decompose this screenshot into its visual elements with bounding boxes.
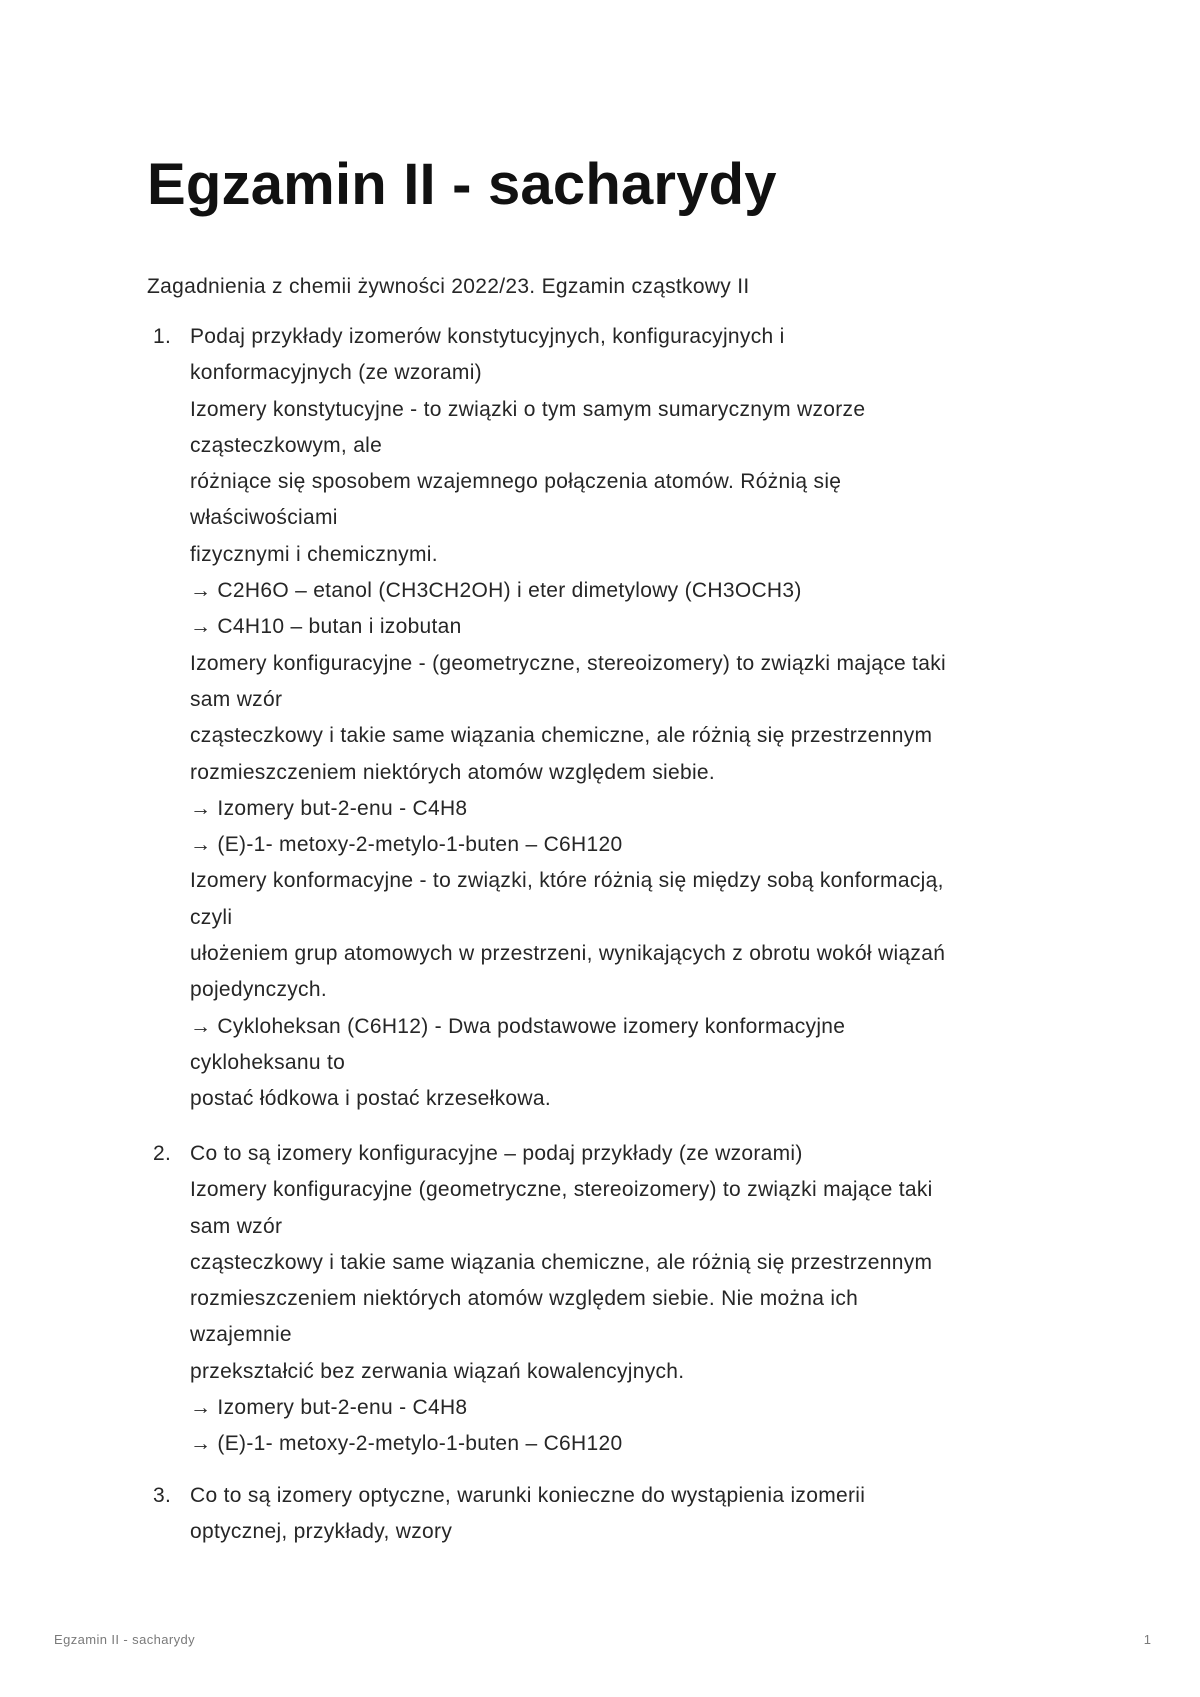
question-body (190, 319, 1047, 1118)
example-line: → Cykloheksan (C6H12) - Dwa podstawowe izomery konformacyjne (190, 1014, 846, 1038)
example-line: → Izomery but-2-enu - C4H8 (190, 1396, 468, 1420)
answer-text-line: cząsteczkowy i takie same wiązania chemiczne, ale różnią się przestrzennym (190, 1250, 933, 1274)
question-text-line: Co to są izomery konfiguracyjne – podaj przykłady (ze wzorami) (190, 1142, 803, 1165)
example-line: → C2H6O – etanol (CH3CH2OH) i eter dimetylowy (CH3OCH3) (190, 579, 802, 603)
answer-text-line: przekształcić bez zerwania wiązań kowalencyjnych. (190, 1359, 685, 1383)
question-text-line: konformacyjnych (ze wzorami) (190, 361, 482, 385)
answer-text-line: Izomery konstytucyjne - to związki o tym samym sumarycznym wzorze (190, 397, 866, 421)
footer-page-number: 1 (1143, 1632, 1151, 1647)
question-text-line: optycznej, przykłady, wzory (190, 1520, 453, 1544)
answer-text-line: rozmieszczeniem niektórych atomów względem siebie. (190, 760, 716, 784)
question-number: 3. (153, 1484, 172, 1507)
answer-text-line: cząsteczkowy i takie same wiązania chemiczne, ale różnią się przestrzennym (190, 724, 933, 748)
question-item-3 (147, 1478, 1047, 1551)
answer-text-line: sam wzór (190, 1214, 283, 1238)
answer-text-line: czyli (190, 905, 233, 929)
answer-text-line: Izomery konfiguracyjne - (geometryczne, stereoizomery) to związki mające taki (190, 651, 947, 675)
question-number: 2. (153, 1142, 172, 1165)
answer-text-line: cząsteczkowym, ale (190, 433, 383, 457)
answer-text-line: różniące się sposobem wzajemnego połączenia atomów. Różnią się (190, 470, 842, 494)
example-line: cykloheksanu to (190, 1050, 346, 1074)
question-body (190, 1478, 1047, 1551)
answer-text-line: wzajemnie (190, 1323, 292, 1347)
answer-text-line: rozmieszczeniem niektórych atomów względem siebie. Nie można ich (190, 1287, 859, 1311)
question-number: 1. (153, 325, 172, 348)
question-item-2 (147, 1136, 1047, 1463)
footer-document-title: Egzamin II - sacharydy (54, 1632, 196, 1647)
answer-text-line: Izomery konformacyjne - to związki, które różnią się między sobą konformacją, (190, 869, 944, 893)
question-text-line: Podaj przykłady izomerów konstytucyjnych, konfiguracyjnych i (190, 325, 785, 348)
question-item-1 (147, 319, 1047, 1118)
example-line: postać łódkowa i postać krzesełkowa. (190, 1087, 551, 1111)
example-line: → C4H10 – butan i izobutan (190, 615, 462, 639)
example-line: → Izomery but-2-enu - C4H8 (190, 796, 468, 820)
question-body (190, 1136, 1047, 1463)
example-line: → (E)-1- metoxy-2-metylo-1-buten – C6H120 (190, 833, 623, 857)
answer-text-line: pojedynczych. (190, 978, 327, 1002)
answer-text-line: właściwościami (190, 506, 338, 530)
question-text-line: Co to są izomery optyczne, warunki konieczne do wystąpienia izomerii (190, 1484, 866, 1507)
answer-text-line: Izomery konfiguracyjne (geometryczne, stereoizomery) to związki mające taki (190, 1178, 933, 1202)
page-title: Egzamin II - sacharydy (147, 152, 777, 217)
example-line: → (E)-1- metoxy-2-metylo-1-buten – C6H120 (190, 1432, 623, 1456)
answer-text-line: sam wzór (190, 687, 283, 711)
document-subtitle: Zagadnienia z chemii żywności 2022/23. Egzamin cząstkowy II (147, 275, 750, 298)
answer-text-line: ułożeniem grup atomowych w przestrzeni, wynikających z obrotu wokół wiązań (190, 942, 946, 966)
answer-text-line: fizycznymi i chemicznymi. (190, 542, 438, 566)
